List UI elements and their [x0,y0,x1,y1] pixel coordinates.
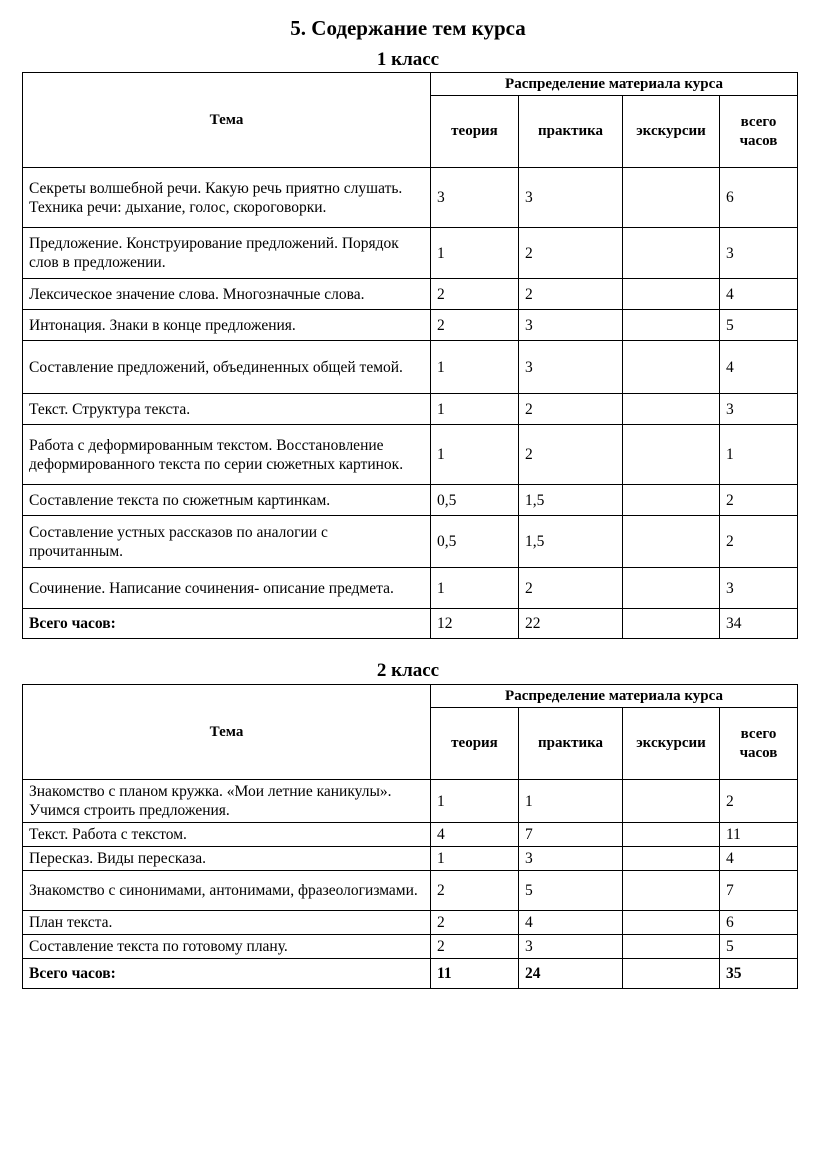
row-excursions [623,568,720,609]
row-topic: Составление предложений, объединенных общей темой. [23,341,431,394]
row-practice: 1,5 [519,516,623,568]
row-topic: План текста. [23,911,431,935]
footer-excursions [623,609,720,639]
table-row [23,780,798,823]
footer-theory: 12 [431,609,519,639]
header-distribution: Распределение материала курса [431,73,798,96]
row-excursions [623,823,720,847]
row-practice: 7 [519,823,623,847]
row-topic: Знакомство с синонимами, антонимами, фразеологизмами. [23,871,431,911]
row-total: 4 [720,279,798,310]
row-theory: 4 [431,823,519,847]
header-topic: Тема [23,685,431,780]
row-total: 4 [720,847,798,871]
row-excursions [623,780,720,823]
table-row [23,568,798,609]
table-row [23,425,798,485]
row-practice: 2 [519,425,623,485]
row-topic: Составление текста по готовому плану. [23,935,431,959]
row-topic: Интонация. Знаки в конце предложения. [23,310,431,341]
table-row [23,228,798,279]
row-topic: Составление текста по сюжетным картинкам. [23,485,431,516]
row-practice: 3 [519,935,623,959]
row-topic: Знакомство с планом кружка. «Мои летние каникулы». Учимся строить предложения. [23,780,431,823]
row-practice: 1,5 [519,485,623,516]
row-total: 6 [720,911,798,935]
footer-total: 35 [720,959,798,989]
header-distribution: Распределение материала курса [431,685,798,708]
row-theory: 1 [431,341,519,394]
row-excursions [623,911,720,935]
row-theory: 1 [431,228,519,279]
row-total: 3 [720,228,798,279]
footer-practice: 22 [519,609,623,639]
row-excursions [623,341,720,394]
row-theory: 1 [431,425,519,485]
table-footer-row [23,609,798,639]
header-practice: практика [519,96,623,168]
page-title: 5. Содержание тем курса [290,16,526,40]
row-topic: Секреты волшебной речи. Какую речь приятно слушать. Техника речи: дыхание, голос, скороговорки. [23,168,431,228]
row-excursions [623,871,720,911]
row-total: 2 [720,516,798,568]
row-topic: Составление устных рассказов по аналогии с прочитанным. [23,516,431,568]
row-practice: 3 [519,341,623,394]
table-row [23,823,798,847]
row-excursions [623,935,720,959]
section-title-class-2: 2 класс [376,660,440,681]
row-theory: 2 [431,935,519,959]
footer-practice: 24 [519,959,623,989]
table-row [23,485,798,516]
row-theory: 3 [431,168,519,228]
row-theory: 2 [431,279,519,310]
section-title-class-1: 1 класс [376,49,440,70]
row-total: 2 [720,780,798,823]
row-practice: 4 [519,911,623,935]
header-theory: теория [431,96,519,168]
table-row [23,341,798,394]
footer-theory: 11 [431,959,519,989]
table-row [23,310,798,341]
row-topic: Сочинение. Написание сочинения- описание предмета. [23,568,431,609]
footer-total: 34 [720,609,798,639]
footer-excursions [623,959,720,989]
row-topic: Текст. Работа с текстом. [23,823,431,847]
header-total: всего часов [720,708,798,780]
row-total: 7 [720,871,798,911]
row-theory: 1 [431,780,519,823]
row-practice: 3 [519,310,623,341]
table-row [23,911,798,935]
row-total: 5 [720,310,798,341]
row-topic: Пересказ. Виды пересказа. [23,847,431,871]
row-total: 11 [720,823,798,847]
footer-label: Всего часов: [23,959,431,989]
header-theory: теория [431,708,519,780]
row-practice: 2 [519,394,623,425]
header-excursions: экскурсии [623,708,720,780]
row-practice: 2 [519,228,623,279]
row-practice: 1 [519,780,623,823]
table-row [23,279,798,310]
row-practice: 5 [519,871,623,911]
row-practice: 2 [519,568,623,609]
row-excursions [623,228,720,279]
row-excursions [623,394,720,425]
row-theory: 1 [431,394,519,425]
header-total: всего часов [720,96,798,168]
table-row [23,871,798,911]
row-excursions [623,485,720,516]
row-excursions [623,310,720,341]
row-theory: 1 [431,847,519,871]
row-total: 6 [720,168,798,228]
row-practice: 3 [519,847,623,871]
table-row [23,394,798,425]
row-total: 4 [720,341,798,394]
row-theory: 2 [431,871,519,911]
row-total: 3 [720,394,798,425]
row-theory: 2 [431,911,519,935]
row-theory: 1 [431,568,519,609]
header-practice: практика [519,708,623,780]
header-topic: Тема [23,73,431,168]
table-row [23,847,798,871]
topics-table-class-2 [22,684,798,989]
row-topic: Лексическое значение слова. Многозначные слова. [23,279,431,310]
table-row [23,168,798,228]
row-topic: Предложение. Конструирование предложений. Порядок слов в предложении. [23,228,431,279]
header-excursions: экскурсии [623,96,720,168]
row-total: 3 [720,568,798,609]
row-topic: Текст. Структура текста. [23,394,431,425]
row-theory: 0,5 [431,485,519,516]
row-excursions [623,516,720,568]
footer-label: Всего часов: [23,609,431,639]
table-footer-row [23,959,798,989]
row-theory: 0,5 [431,516,519,568]
row-practice: 2 [519,279,623,310]
table-row [23,935,798,959]
topics-table-class-1 [22,72,798,639]
row-theory: 2 [431,310,519,341]
row-total: 2 [720,485,798,516]
row-total: 5 [720,935,798,959]
row-topic: Работа с деформированным текстом. Восстановление деформированного текста по серии сюжетных картинок. [23,425,431,485]
row-excursions [623,425,720,485]
row-excursions [623,168,720,228]
row-practice: 3 [519,168,623,228]
row-excursions [623,847,720,871]
row-total: 1 [720,425,798,485]
row-excursions [623,279,720,310]
table-row [23,516,798,568]
